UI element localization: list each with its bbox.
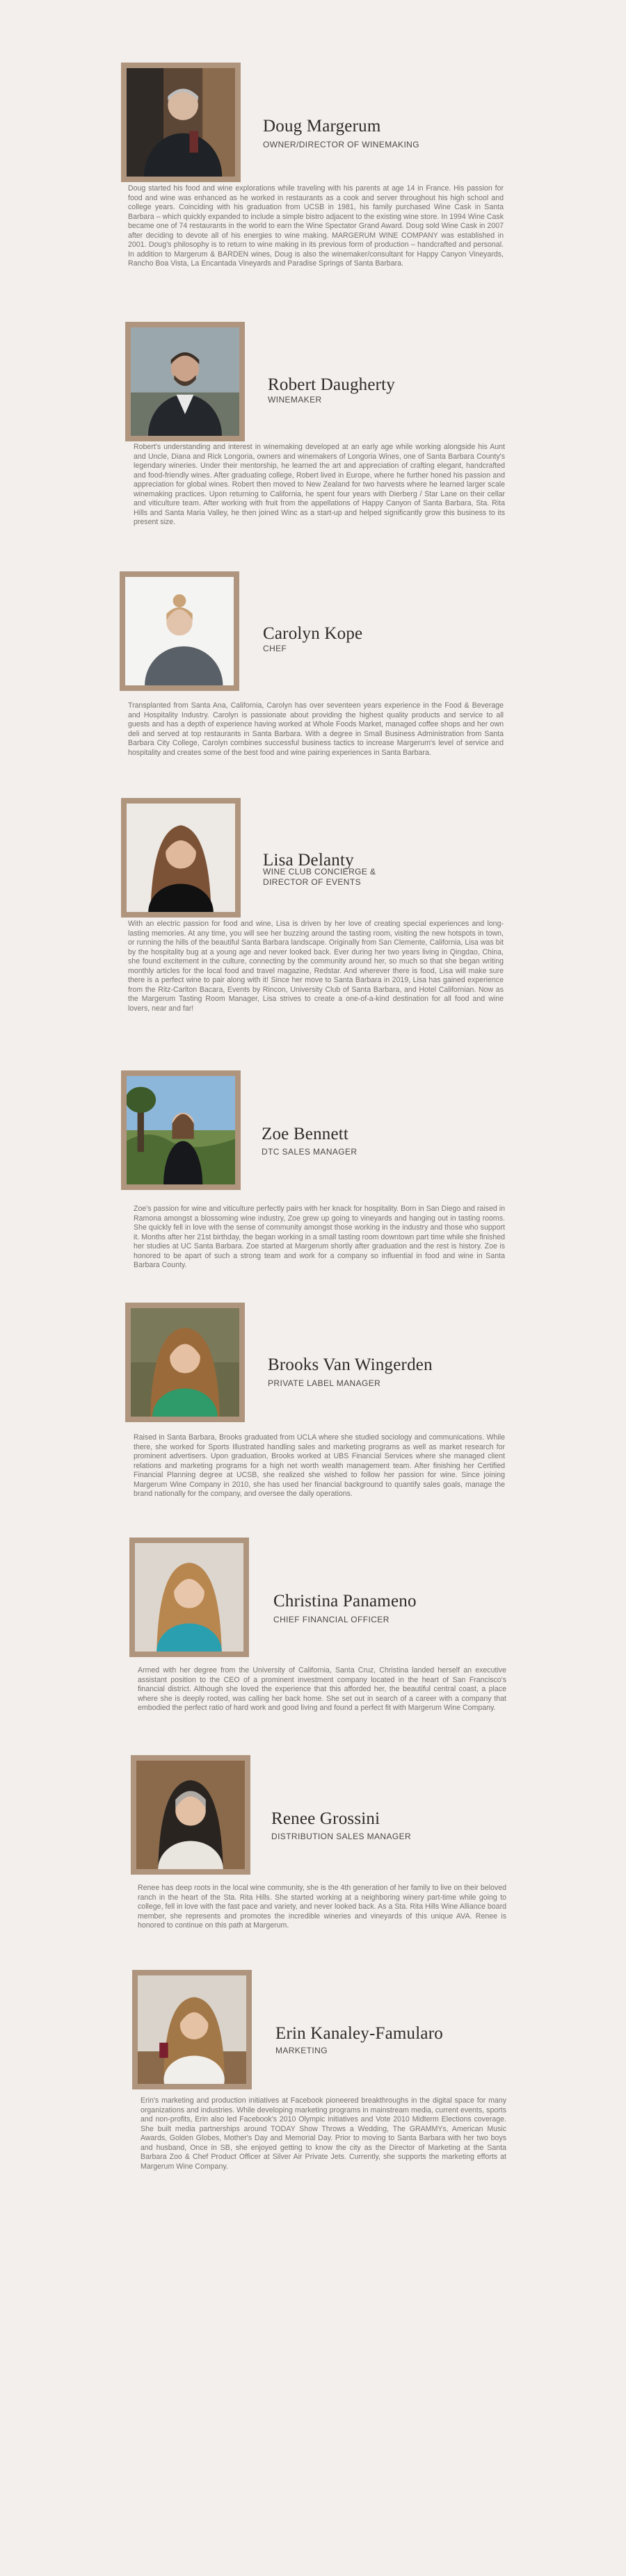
carolyn-bio: Transplanted from Santa Ana, California, Carolyn has over seventeen years experience in the Food & Beverage and Hospitality Industry. Carolyn is passionate about providing the highest quality products and service to all guests and has a depth of experience having worked at Whole Foods Market, managed coffee shops and her own deli and served at top restaurants in Santa Barbara. With a degree in Small Business Administration from Santa Barbara City College, Carolyn combines successful business tactics to increase Margerum's level of service and hospitality and creates some of the best food and wine pairing experiences in Santa Barbara. (128, 701, 504, 757)
brooks-bio: Raised in Santa Barbara, Brooks graduated from UCLA where she studied sociology and communications. While there, she worked for Sports Illustrated handling sales and marketing programs as well as market research for prominent advertisers. Upon graduation, Brooks worked at UBS Financial Services where she managed client relations and marketing programs for a high net worth wealth management team. After finishing her Certified Financial Planning degree at UCSB, she realized she wished to follow her passion for wine. Since joining Margerum Wine Company in 2010, she has used her financial background to quantify sales goals, manage the brand nationally for the company, and oversee the daily operations. (134, 1433, 505, 1498)
christina-photo (135, 1543, 243, 1652)
renee-name: Renee Grossini (271, 1809, 380, 1828)
doug-name: Doug Margerum (263, 117, 381, 136)
carolyn-photo (125, 577, 234, 685)
zoe-photo (127, 1076, 235, 1184)
zoe-photo-frame (121, 1070, 241, 1190)
robert-bio: Robert's understanding and interest in winemaking developed at an early age while working alongside his Aunt and Uncle, Diana and Rick Longoria, owners and winemakers of Longoria Wines, one of Santa Barbara County's legendary wineries. Under their mentorship, he learned the art and appreciation of crafting elegant, handcrafted and food-friendly wines. After graduating college, Robert lived in Europe, where he further honed his passion and appreciation for global wines. Robert then moved to New Zealand for two harvests where he learned larger scale winemaking practices. Upon returning to California, he spent four years with Dierberg / Star Lane on their cellar and viticulture team. After working with fruit from the appellations of Happy Canyon of Santa Barbara, Sta. Rita Hills and Santa Maria Valley, he then joined Winc as a start-up and helped significantly grow this business to its present size. (134, 443, 505, 526)
carolyn-photo-frame (120, 571, 239, 691)
lisa-name: Lisa Delanty (263, 851, 354, 870)
carolyn-name: Carolyn Kope (263, 624, 363, 643)
erin-bio: Erin's marketing and production initiatives at Facebook pioneered breakthroughs in the digital space for many organizations and industries. While developing marketing programs in mainstream media, current events, sports and non-profits, Erin also led Facebook's 2010 Olympic initiatives and Vote 2010 Midterm Elections coverage. She built media partnerships around TODAY Show Throws a Wedding, The GRAMMYs, American Music Awards, Golden Globes, Mother's Day and Memorial Day. Prior to moving to Santa Barbara with her two boys and husband, Once in SB, she enjoyed getting to know the city as the Director of Marketing at the Santa Barbara Zoo & Chef Product Officer at Silver Air Private Jets. Currently, she supports the marketing efforts at Margerum Wine Company. (141, 2096, 506, 2171)
robert-name: Robert Daugherty (268, 375, 396, 394)
christina-name: Christina Panameno (273, 1592, 417, 1611)
christina-photo-frame (129, 1538, 249, 1657)
robert-photo-frame (125, 322, 245, 441)
lisa-title: WINE CLUB CONCIERGE & DIRECTOR OF EVENTS (263, 867, 376, 887)
doug-photo-frame (121, 63, 241, 182)
doug-bio: Doug started his food and wine explorations while traveling with his parents at age 14 in France. His passion for food and wine was enhanced as he worked in restaurants as a cook and server throughout his high school and college years. Coinciding with his graduation from UCSB in 1981, his family purchased Wine Cask in Santa Barbara – which quickly expanded to include a simple bistro adjacent to the existing wine store. In 1994 Wine Cask became one of 74 restaurants in the world to earn the Wine Spectator Grand Award. Doug sold Wine Cask in 2007 after deciding to devote all of his energies to wine making. MARGERUM WINE COMPANY was established in 2001. Doug's philosophy is to return to wine making in its previous form of production – handcrafted and personal. In addition to Margerum & BARDEN wines, Doug is also the winemaker/consultant for Happy Canyon Vineyards, Rancho Boa Vista, La Encantada Vineyards and Paradise Springs of Santa Barbara. (128, 184, 504, 268)
brooks-title: PRIVATE LABEL MANAGER (268, 1378, 381, 1388)
doug-title: OWNER/DIRECTOR OF WINEMAKING (263, 140, 419, 149)
renee-photo-frame (131, 1755, 250, 1875)
zoe-bio: Zoe's passion for wine and viticulture perfectly pairs with her knack for hospitality. Born in San Diego and raised in Ramona amongst a blossoming wine industry, Zoe grew up going to vineyards and hanging out in tasting rooms. She quickly fell in love with the sense of community amongst those working in the industry and those who support it. Months after her 21st birthday, the began working in a small tasting room downtown part time while she finished her studies at UC Santa Barbara. Zoe started at Margerum shortly after graduation and the rest is history. Zoe is honored to be apart of such a strong team and work for a company so influential in food and wine in Santa Barbara County. (134, 1205, 505, 1269)
brooks-name: Brooks Van Wingerden (268, 1355, 433, 1374)
robert-photo (131, 327, 239, 436)
renee-title: DISTRIBUTION SALES MANAGER (271, 1832, 412, 1841)
brooks-photo-frame (125, 1303, 245, 1422)
erin-name: Erin Kanaley-Famularo (275, 2024, 443, 2043)
christina-bio: Armed with her degree from the University of California, Santa Cruz, Christina landed herself an executive assistant position to the CEO of a prominent investment company located in the heart of San Francisco's financial district. Although she loved the experience that this afforded her, the beautiful central coast, a place where she is deeply rooted, was calling her back home. She set out in search of a career with a company that embodied the perfect ratio of hard work and good living and found a perfect fit with Margerum Wine Company. (138, 1666, 506, 1712)
lisa-photo-frame (121, 798, 241, 918)
renee-photo (136, 1761, 245, 1869)
erin-title: MARKETING (275, 2046, 328, 2055)
christina-title: CHIEF FINANCIAL OFFICER (273, 1615, 390, 1624)
renee-bio: Renee has deep roots in the local wine community, she is the 4th generation of her family to live on their beloved ranch in the heart of the Sta. Rita Hills. She started working at a neighboring winery part-time while going to college, fell in love with the fast pace and variety, and never looked back. As a Sta. Rita Hills Wine Alliance board member, she represents and promotes the incredible wineries and vineyards of this unique AVA. Renee is honored to continue on this path at Margerum. (138, 1884, 506, 1930)
robert-title: WINEMAKER (268, 395, 322, 405)
lisa-bio: With an electric passion for food and wine, Lisa is driven by her love of creating special experiences and long-lasting memories. At any time, you will see her buzzing around the tasting room, visiting the new hotspots in town, or running the hills of the beautiful Santa Barbara landscape. Originally from San Clemente, California, Lisa was bit by the hospitality bug at a young age and never looked back. Ever during her two years living in Qingdao, China, she found excitement in the culture, connecting by the community around her, so much so that she began writing monthly articles for the local food and travel magazine, Redstar. And wherever there is food, Lisa will make sure there is a perfect wine to pair along with it! Since her move to Santa Barbara in 2019, Lisa has gained experience from the Ritz-Carlton Bacara, Events by Rincon, University Club of Santa Barbara, and Hotel Californian. Now as the Margerum Tasting Room Manager, Lisa strives to create a one-of-a-kind destination for all food and wine lovers, near and far! (128, 920, 504, 1013)
erin-photo-frame (132, 1970, 252, 2089)
zoe-title: DTC SALES MANAGER (262, 1147, 358, 1157)
carolyn-title: CHEF (263, 644, 287, 653)
erin-photo (138, 1975, 246, 2084)
doug-photo (127, 68, 235, 177)
brooks-photo (131, 1308, 239, 1417)
zoe-name: Zoe Bennett (262, 1125, 349, 1143)
lisa-photo (127, 804, 235, 912)
